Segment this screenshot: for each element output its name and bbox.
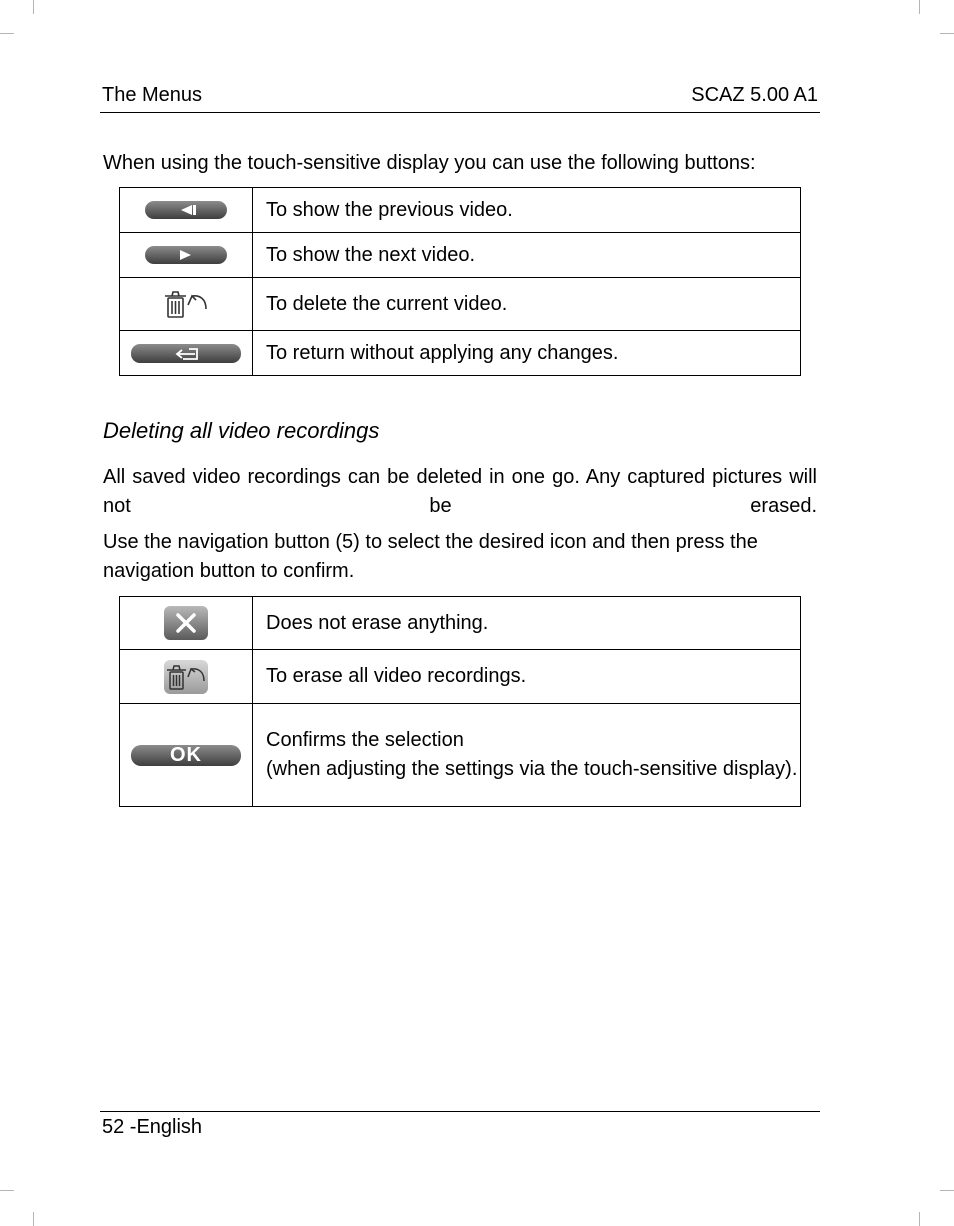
section-heading: Deleting all video recordings bbox=[103, 418, 380, 443]
table-cell-description: To erase all video recordings. bbox=[253, 650, 801, 704]
previous-arrow-button-icon bbox=[145, 201, 227, 219]
crop-mark bbox=[0, 33, 14, 34]
description-line: Confirms the selection bbox=[266, 729, 464, 751]
crop-mark bbox=[0, 1190, 14, 1191]
page-footer bbox=[100, 1111, 820, 1139]
table-row bbox=[120, 331, 801, 376]
return-arrow-button-icon bbox=[131, 344, 241, 363]
table-row bbox=[120, 704, 801, 807]
table-cell-description: To show the previous video. bbox=[253, 188, 801, 233]
table-row bbox=[120, 278, 801, 331]
table-row bbox=[120, 650, 801, 704]
crop-mark bbox=[33, 0, 34, 14]
page-number: 52 -English bbox=[102, 1116, 203, 1138]
intro-text: When using the touch-sensitive display you can use the following buttons: bbox=[103, 152, 756, 174]
table-cell-description: Does not erase anything. bbox=[253, 597, 801, 650]
cancel-x-button-icon bbox=[164, 606, 208, 640]
header-section-title: The Menus bbox=[102, 84, 203, 106]
erase-all-trash-button-icon bbox=[164, 660, 208, 694]
table-cell-description: To show the next video. bbox=[253, 233, 801, 278]
paragraph: Use the navigation button (5) to select the desired icon and then press the navigation button to confirm. bbox=[103, 531, 758, 582]
table-row bbox=[120, 597, 801, 650]
crop-mark bbox=[940, 33, 954, 34]
page-header bbox=[100, 84, 820, 113]
description-line: (when adjusting the settings via the touch-sensitive display). bbox=[266, 758, 798, 780]
paragraph: All saved video recordings can be deleted in one go. Any captured pictures will not be erased. bbox=[103, 466, 817, 517]
crop-mark bbox=[940, 1190, 954, 1191]
crop-mark bbox=[919, 0, 920, 14]
crop-mark bbox=[919, 1212, 920, 1226]
table-row bbox=[120, 188, 801, 233]
header-model-number: SCAZ 5.00 A1 bbox=[691, 84, 818, 106]
table-row bbox=[120, 233, 801, 278]
table-cell-description: To return without applying any changes. bbox=[253, 331, 801, 376]
trash-undo-icon bbox=[162, 287, 210, 321]
ok-button-icon: OK bbox=[131, 745, 241, 766]
next-arrow-button-icon bbox=[145, 246, 227, 264]
table-cell-description bbox=[253, 704, 801, 807]
table-cell-description: To delete the current video. bbox=[253, 278, 801, 331]
delete-options-table bbox=[119, 596, 801, 807]
touch-buttons-table bbox=[119, 187, 801, 376]
crop-mark bbox=[33, 1212, 34, 1226]
